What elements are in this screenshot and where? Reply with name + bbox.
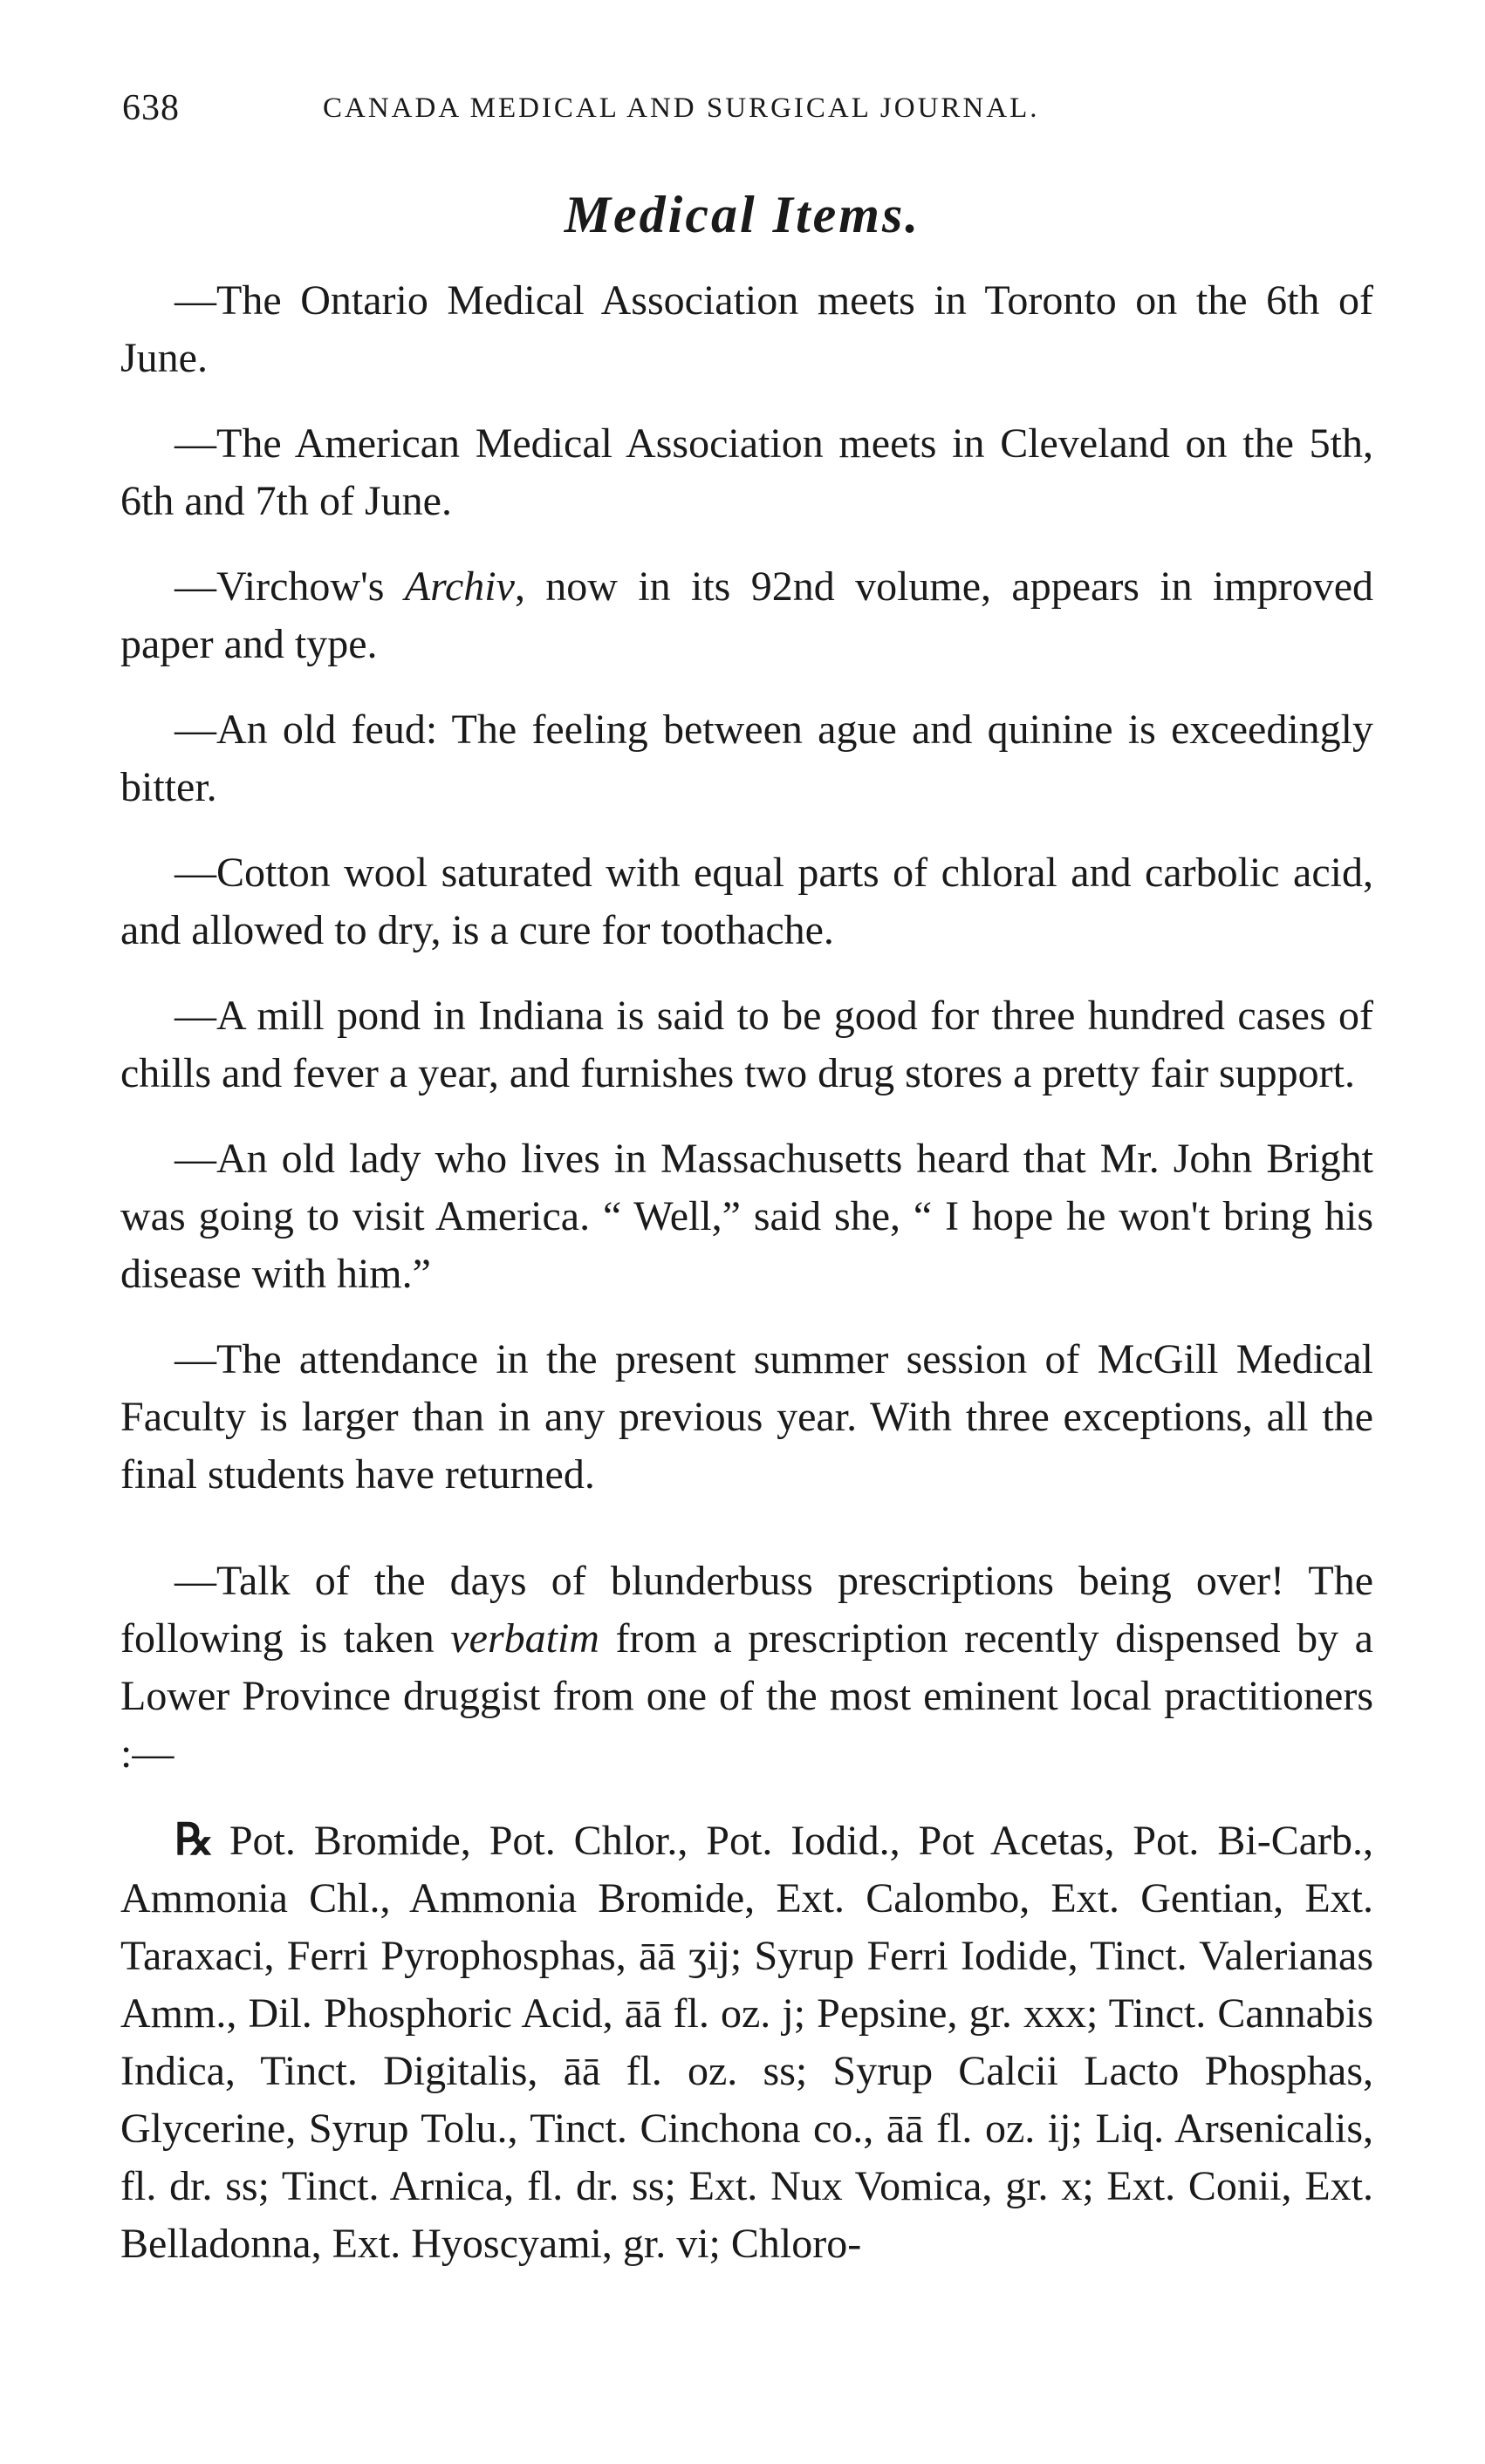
- news-item-toothache-cure: —Cotton wool saturated with equal parts of chloral and carbolic acid, and allowed to dry, is a cure for toothache.: [120, 850, 1373, 953]
- page-header: [122, 87, 1370, 140]
- news-item-american-association: —The American Medical Association meets in Cleveland on the 5th, 6th and 7th of June.: [120, 420, 1373, 524]
- news-item-blunderbuss: [120, 1553, 1373, 1783]
- news-item-mcgill-attendance: —The attendance in the present summer session of McGill Medical Faculty is larger than in any previous year. With three exceptions, all the final students have returned.: [120, 1336, 1373, 1498]
- section-title: Medical Items.: [564, 186, 921, 243]
- rx-symbol: ℞: [175, 1815, 214, 1864]
- prescription-body: Pot. Bromide, Pot. Chlor., Pot. Iodid., Pot Acetas, Pot. Bi-Carb., Ammonia Chl., Ammonia Bromide, Ext. Calombo, Ext. Gentian, Ext. Taraxaci, Ferri Pyrophosphas, āā ʒij; Syrup Ferri Iodide, Tinct. Valerianas Amm., Dil. Phosphoric Acid, āā fl. oz. j; Pepsine, gr. xxx; Tinct. Cannabis Indica, Tinct. Digitalis, āā fl. oz. ss; Syrup Calcii Lacto Phosphas, Glycerine, Syrup Tolu., Tinct. Cinchona co., āā fl. oz. ij; Liq. Arsenicalis, fl. dr. ss; Tinct. Arnica, fl. dr. ss; Ext. Nux Vomica, gr. x; Ext. Conii, Ext. Belladonna, Ext. Hyoscyami, gr. vi; Chloro-: [120, 1818, 1373, 2267]
- item-text-before: —Talk of the days of blunderbuss prescriptions being over! The following is taken: [120, 1558, 1373, 1662]
- item-text-after: from a prescription recently dispensed by a Lower Province druggist from one of the most eminent local practitioners :—: [120, 1615, 1373, 1777]
- running-head: CANADA MEDICAL AND SURGICAL JOURNAL.: [323, 92, 1040, 124]
- news-item-virchow-archiv: [120, 558, 1373, 673]
- news-item-old-lady: —An old lady who lives in Massachusetts heard that Mr. John Bright was going to visit America. “ Well,” said she, “ I hope he won't bring his disease with him.”: [120, 1136, 1373, 1297]
- page-number: 638: [122, 88, 180, 128]
- article-body: [120, 272, 1373, 2273]
- news-item-ontario-association: —The Ontario Medical Association meets in Toronto on the 6th of June.: [120, 277, 1373, 381]
- prescription-text: [120, 1811, 1373, 2273]
- news-item-mill-pond: —A mill pond in Indiana is said to be good for three hundred cases of chills and fever a year, and furnishes two drug stores a pretty fair support.: [120, 993, 1373, 1096]
- item-text-before: —Virchow's: [175, 563, 405, 610]
- item-text-after: , now in its 92nd volume, appears in improved paper and type.: [120, 563, 1374, 667]
- news-item-old-feud: —An old feud: The feeling between ague and quinine is exceedingly bitter.: [120, 706, 1373, 810]
- journal-title: Archiv: [404, 563, 515, 610]
- italic-word: verbatim: [450, 1615, 599, 1662]
